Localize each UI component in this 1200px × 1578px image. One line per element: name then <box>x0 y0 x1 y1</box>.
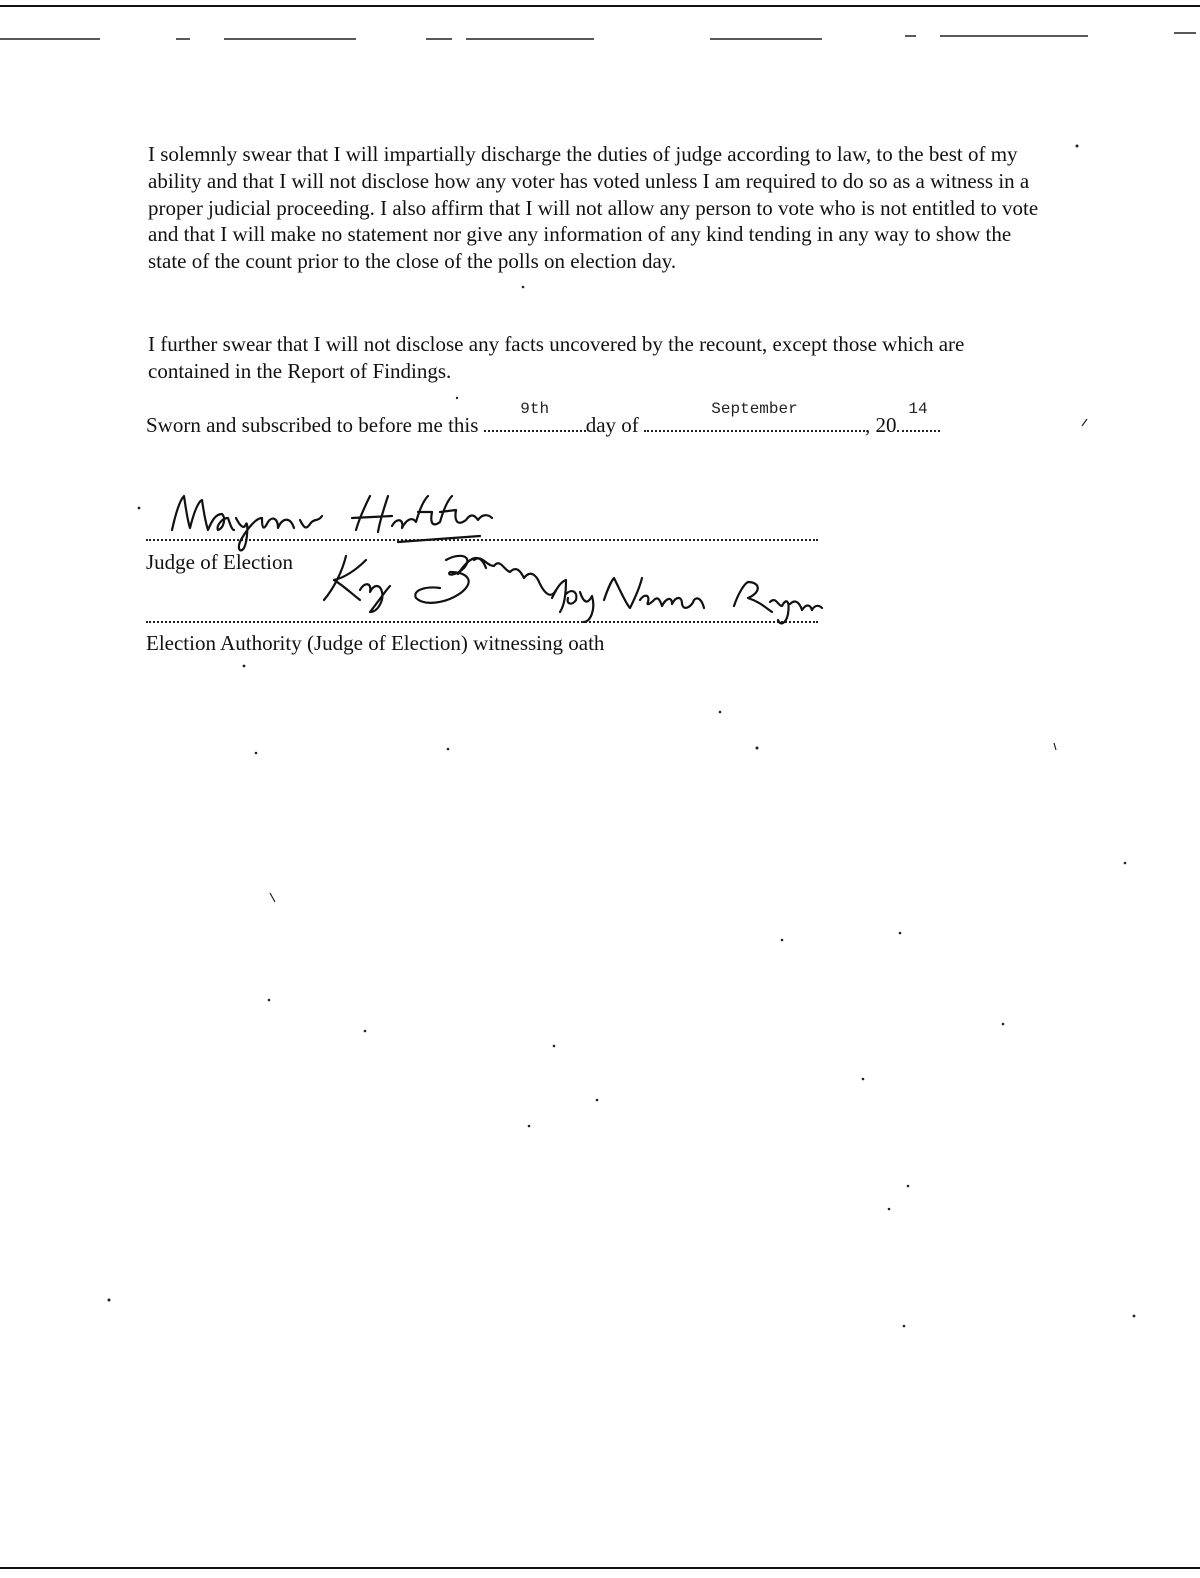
oath-paragraph: I solemnly swear that I will impartially discharge the duties of judge according to law, to the best of my ability and that I will not disclose how any voter has voted unless I am required to do so as a witness in a proper judicial proceeding. I also affirm that I will not allow any person to vote who is not entitled to vote and that I will make no statement nor give any information of any kind tending in any way to show the state of the count prior to the close of the polls on election day. <box>148 142 1039 274</box>
judge-caption: Judge of Election <box>146 550 293 574</box>
day-of-label: day of <box>585 413 639 437</box>
year-value: 14 <box>908 400 928 418</box>
authority-caption: Election Authority (Judge of Election) witnessing oath <box>146 631 605 655</box>
sworn-prefix: Sworn and subscribed to before me this <box>146 413 479 437</box>
month-value: September <box>711 400 798 418</box>
recount-oath-paragraph: I further swear that I will not disclose any facts uncovered by the recount, except those which are contained in the Report of Findings. <box>148 332 965 383</box>
year-prefix: , 20 <box>865 413 897 437</box>
authority-signature <box>0 0 1200 700</box>
day-value: 9th <box>520 400 550 418</box>
